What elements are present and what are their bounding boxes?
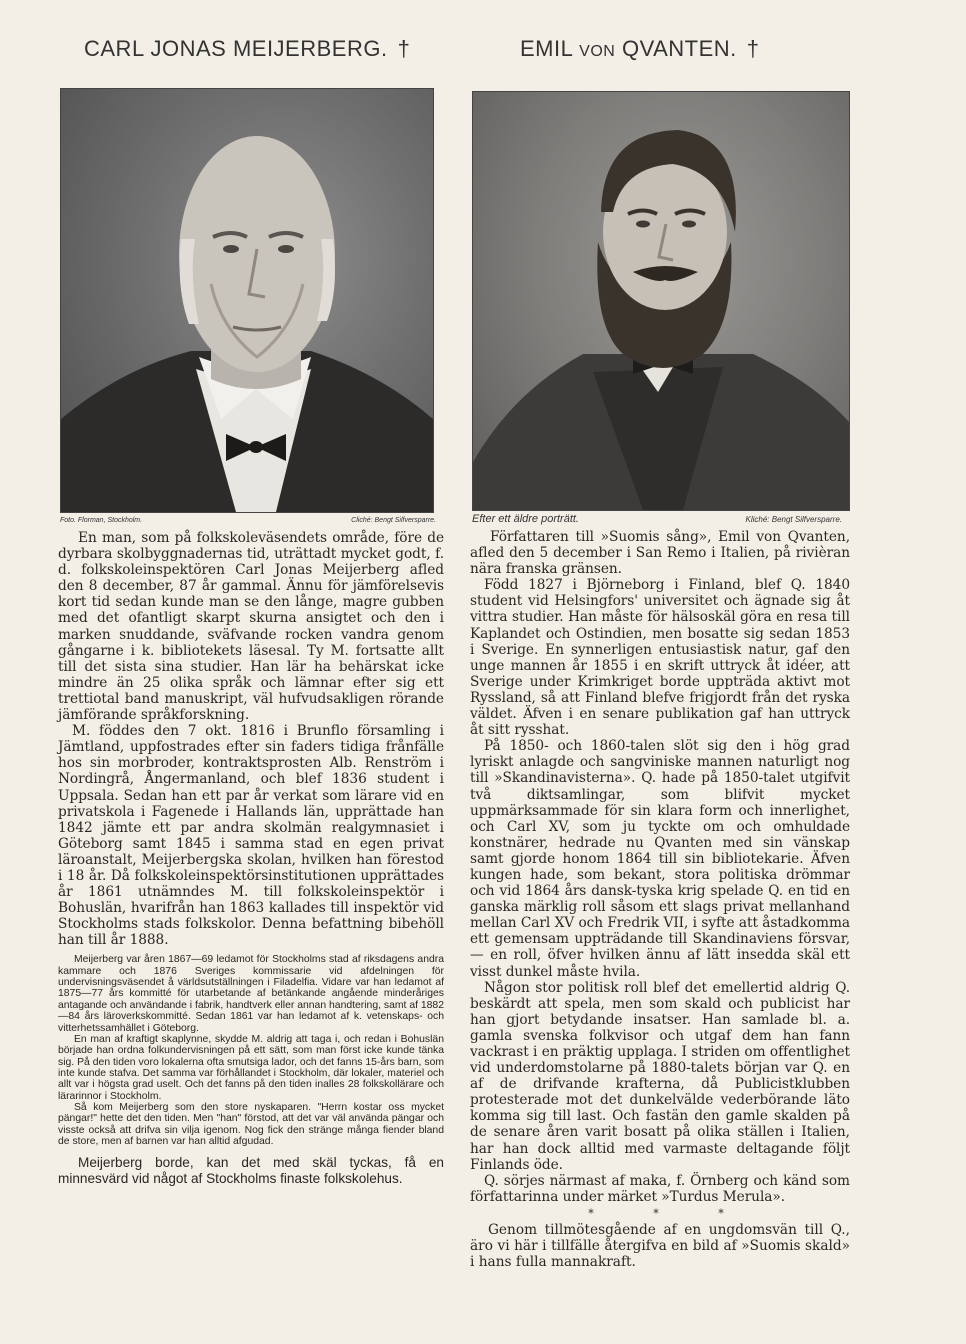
- death-cross-icon: †: [397, 36, 411, 61]
- meijerberg-name: CARL JONAS MEIJERBERG.: [84, 36, 388, 61]
- death-cross-icon: †: [746, 36, 760, 61]
- footnote-block: [58, 954, 444, 1147]
- qvanten-portrait-image: [473, 92, 849, 510]
- photo-credit: Foto. Florman, Stockholm.: [60, 517, 143, 524]
- cliche-credit: Cliché: Bengt Silfversparre.: [351, 517, 436, 524]
- meijerberg-heading: [84, 36, 410, 62]
- footnote-paragraph: En man af kraftigt skaplynne, skydde M. aldrig att taga i, och redan i Bohuslän började han ordna folkundervisningen på ett sätt, som man först icke kunde tänka sig. På den tiden voro lokalerna ofta smutsiga lador, och det fanns 15-års barn, som inte kunde stafva. Det samma var förhållandet i Stockholm, där lokaler, materiel och allt var i högsta grad uselt. Och det fanns på den tiden inalles 28 folkskollärare och lärarinnor i Stockholm.: [58, 1033, 444, 1102]
- qvanten-portrait: [472, 91, 850, 511]
- meijerberg-article: [58, 530, 444, 1186]
- qvanten-last-name: QVANTEN.: [621, 36, 737, 61]
- qvanten-first-name: EMIL: [520, 36, 573, 61]
- portrait-source-credit: Efter ett äldre porträtt.: [472, 513, 579, 525]
- article-paragraph: En man, som på folkskoleväsendets område, före de dyrbara skolbyggnadernas tid, uträttadt mycket godt, f. d. folkskoleinspektören Carl Jonas Meijerberg afled den 8 december, 87 år gammal. Ännu för jämförelsevis kort tid sedan kunde man se den långe, magre gubben med det ofantligt skarpt skurna ansigtet och den i marken snuddande, sväfvande rocken vandra genom gångarne i k. bibliotekets läsesal. Ty M. fortsatte allt till det sista sina studier. Han lär ha behärskat icke mindre än 25 olika språk och lämnar efter sig ett trettiotal band manuskript, väl hufvudsakligen rörande jämförande språkforskning.: [58, 530, 444, 724]
- article-paragraph: Född 1827 i Björneborg i Finland, blef Q. 1840 student vid Helsingfors' universitet och ägnade sig åt vittra studier. Han måste för hälsoskäl göra en resa till Kaplandet och Ostindien, men bosatte sig sedan 1853 i Sverige. En synnerligen entusiastisk natur, gaf den unge mannen år 1855 i en skrift uttryck åt idéer, att Sverige under Krimkriget borde uppträda aktivt mot Ryssland, så att Finland blefve frigjordt från det ryska väldet. Äfven i en senare publikation gaf han uttryck åt sitt rysshat.: [470, 577, 850, 739]
- article-paragraph: På 1850- och 1860-talen slöt sig den i hög grad lyriskt anlagde och sangviniske mannen naturligt nog till »Skandinavisterna». Q. hade på 1850-talet utgifvit två diktsamlingar, som blifvit mycket uppmärksammade för sin klara form och innerlighet, och Carl XV, som ju tyckte om och omhuldade konstnärer, hedrade nu Qvanten med sin vänskap samt gjorde honom 1864 till sin bibliotekarie. Äfven kungen hade, som bekant, stora politiska drömmar och vid 1864 års dansk-tyska krig spelade Q. en tid en ganska märklig roll såsom ett slags privat mellanhand mellan Carl XV och Fredrik VII, i syfte att åstadkomma ett gemensam uppträdande till Skandinaviens försvar, — en roll, öfver hvilken ännu af lätt insedda skäl ett visst dunkel måste hvila.: [470, 738, 850, 980]
- qvanten-article: [470, 529, 850, 1270]
- cliche-credit: Kliché: Bengt Silfversparre.: [745, 515, 842, 524]
- qvanten-photo-credits: [472, 513, 842, 525]
- qvanten-heading: [520, 36, 760, 62]
- footnote-paragraph: Meijerberg var åren 1867—69 ledamot för Stockholms stad af riksdagens andra kammare och 1876 Sveriges kommissarie vid afdelningen för undervisningsväsendet å världsutställningen i Filadelfia. Vidare var han ledamot af 1875—77 års kommitté för utarbetande af betänkande angående minderåriges antagande och användande i fabrik, handtverk eller annan handtering, samt af 1882—84 års läroverkskommitté. Sedan 1861 var han ledamot af k. vetenskaps- och vitterhetssamhället i Göteborg.: [58, 954, 444, 1034]
- article-paragraph: Någon stor politisk roll blef det emellertid aldrig Q. beskärdt att spela, men som skald och publicist har han gjort betydande insatser. Han samlade bl. a. gamla svenska folkvisor och utgaf dem han fann vackrast i en präktig upplaga. I striden om offentlighet vid underdomstolarne på 1880-talets början var Q. en af de drifvande krafterna, då Publicistklubben protesterade mot det dunkelvälde vederbörande läto komma sig till last. Och fastän den gamle skalden på de senare åren varit bosatt på olika ställen i Italien, har han dock alltid med varmaste deltagande följt Finlands öde.: [470, 979, 850, 1173]
- article-paragraph: Q. sörjes närmast af maka, f. Örnberg och känd som författarinna under märket »Turdus Merula».: [470, 1172, 850, 1205]
- meijerberg-portrait-image: [61, 89, 433, 512]
- meijerberg-portrait: [60, 88, 434, 513]
- article-paragraph: Författaren till »Suomis sång», Emil von Qvanten, afled den 5 december i San Remo i Italien, på rivièran nära franska gränsen.: [470, 529, 850, 578]
- section-separator: * * *: [588, 1206, 752, 1220]
- article-paragraph: M. föddes den 7 okt. 1816 i Brunflo församling i Jämtland, uppfostrades efter sin faders tidiga frånfälle hos sin morbroder, kontraktsprosten Alb. Renström i Nordingrå, Ångermanland, och blef 1836 student i Uppsala. Sedan han ett par år verkat som lärare vid en privatskola i Fagenede i Hallands län, upprättade han 1842 jämte ett par andra skolmän realgymnasiet i Göteborg samt 1845 i samma stad en egen privat läroanstalt, Meijerbergska skolan, hvilken han förestod i 18 år. Då folkskoleinspektörsinstitutionen upprättades år 1861 utnämndes M. till folkskoleinspektör i Bohuslän, hvarifrån han 1863 kallades till inspektör vid Stockholms stads folkskolor. Denna befattning bibehöll han till år 1888.: [58, 723, 444, 949]
- footnote-paragraph: Så kom Meijerberg som den store nyskaparen. "Herrn kostar oss mycket pängar!" hette det den tiden. Men "han" förstod, att det var väl använda pängar och visste också att drifva sin vilja igenom. Nog fick den stränge många fiender bland de store, men af barnen var han alltid afgudad.: [58, 1101, 444, 1147]
- meijerberg-photo-credits: [60, 515, 436, 527]
- final-paragraph: Genom tillmötesgående af en ungdomsvän till Q., äro vi här i tillfälle återgifva en bild af »Suomis skald» i hans fulla mannakraft.: [470, 1221, 850, 1271]
- qvanten-particle: VON: [579, 43, 616, 60]
- closing-paragraph: Meijerberg borde, kan det med skäl tyckas, få en minnesvärd vid något af Stockholms finaste folkskolehus.: [58, 1155, 444, 1186]
